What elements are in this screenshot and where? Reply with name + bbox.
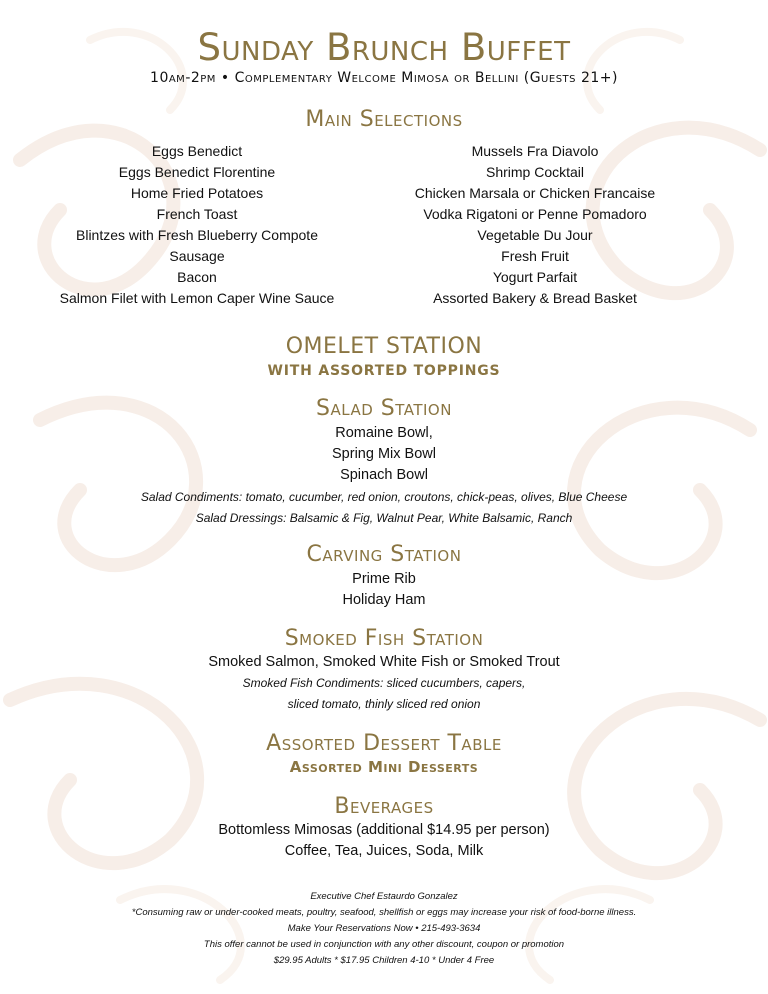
menu-item: French Toast [156, 206, 238, 222]
menu-item: Chicken Marsala or Chicken Francaise [414, 185, 656, 201]
executive-chef: Executive Chef Estaurdo Gonzalez [310, 891, 458, 902]
salad-condiments: Salad Condiments: tomato, cucumber, red onion, croutons, chick-peas, olives, Blue Cheese [140, 490, 628, 504]
menu-item: Mussels Fra Diavolo [471, 143, 599, 159]
main-selections-left-column [42, 141, 352, 309]
smoked-fish-condiments: Smoked Fish Condiments: sliced cucumbers, capers, [242, 676, 526, 690]
menu-item: Spring Mix Bowl [332, 446, 436, 462]
menu-item: Shrimp Cocktail [485, 164, 585, 180]
offer-disclaimer: This offer cannot be used in conjunction with any other discount, coupon or promotion [203, 939, 565, 950]
page-title: Sunday Brunch Buffet [197, 26, 571, 69]
menu-item: Bottomless Mimosas (additional $14.95 per person) [218, 822, 550, 838]
menu-item: Prime Rib [352, 571, 416, 587]
menu-item: Smoked Salmon, Smoked White Fish or Smoked Trout [208, 654, 560, 670]
omelet-station-heading: OMELET STATION [285, 334, 483, 359]
menu-item: Fresh Fruit [501, 248, 569, 264]
reservations-line: Make Your Reservations Now • 215-493-3634 [287, 923, 481, 934]
smoked-fish-condiments: sliced tomato, thinly sliced red onion [287, 697, 481, 711]
salad-station-items [0, 423, 768, 529]
main-selections-list [0, 141, 768, 311]
menu-item: Eggs Benedict Florentine [118, 164, 276, 180]
menu-item: Holiday Ham [342, 592, 426, 608]
main-selections-right-column [390, 141, 680, 309]
menu-item: Vegetable Du Jour [477, 227, 593, 243]
menu-item: Spinach Bowl [340, 467, 428, 483]
omelet-station-subheading: WITH ASSORTED TOPPINGS [267, 363, 501, 379]
main-selections-heading: Main Selections [305, 107, 463, 132]
menu-item: Romaine Bowl, [335, 425, 433, 441]
carving-station-heading: Carving Station [306, 542, 462, 567]
footer [0, 889, 768, 969]
menu-item: Vodka Rigatoni or Penne Pomadoro [423, 206, 647, 222]
consumption-warning: *Consuming raw or under-cooked meats, poultry, seafood, shellfish or eggs may increase your risk of food-borne illness. [131, 907, 637, 918]
menu-item: Home Fried Potatoes [130, 185, 264, 201]
menu-item: Eggs Benedict [151, 143, 243, 159]
salad-station-heading: Salad Station [316, 396, 452, 421]
salad-dressings: Salad Dressings: Balsamic & Fig, Walnut Pear, White Balsamic, Ranch [195, 511, 573, 525]
page-subtitle: 10am-2pm • Complementary Welcome Mimosa or Bellini (Guests 21+) [150, 70, 618, 86]
beverages-heading: Beverages [334, 794, 434, 819]
menu-item: Coffee, Tea, Juices, Soda, Milk [284, 843, 484, 859]
beverages-items [0, 820, 768, 862]
dessert-table-heading: Assorted Dessert Table [266, 731, 502, 756]
pricing-line: $29.95 Adults * $17.95 Children 4-10 * Under 4 Free [273, 955, 495, 966]
menu-item: Salmon Filet with Lemon Caper Wine Sauce [59, 290, 335, 306]
carving-station-items [0, 569, 768, 611]
menu-item: Blintzes with Fresh Blueberry Compote [76, 227, 318, 243]
menu-item: Sausage [169, 248, 225, 264]
menu-item: Bacon [177, 269, 217, 285]
menu-item: Yogurt Parfait [492, 269, 578, 285]
dessert-table-subheading: Assorted Mini Desserts [289, 758, 479, 776]
menu-item: Assorted Bakery & Bread Basket [433, 290, 637, 306]
smoked-fish-station-heading: Smoked Fish Station [284, 626, 484, 651]
smoked-fish-station-items [0, 652, 768, 715]
